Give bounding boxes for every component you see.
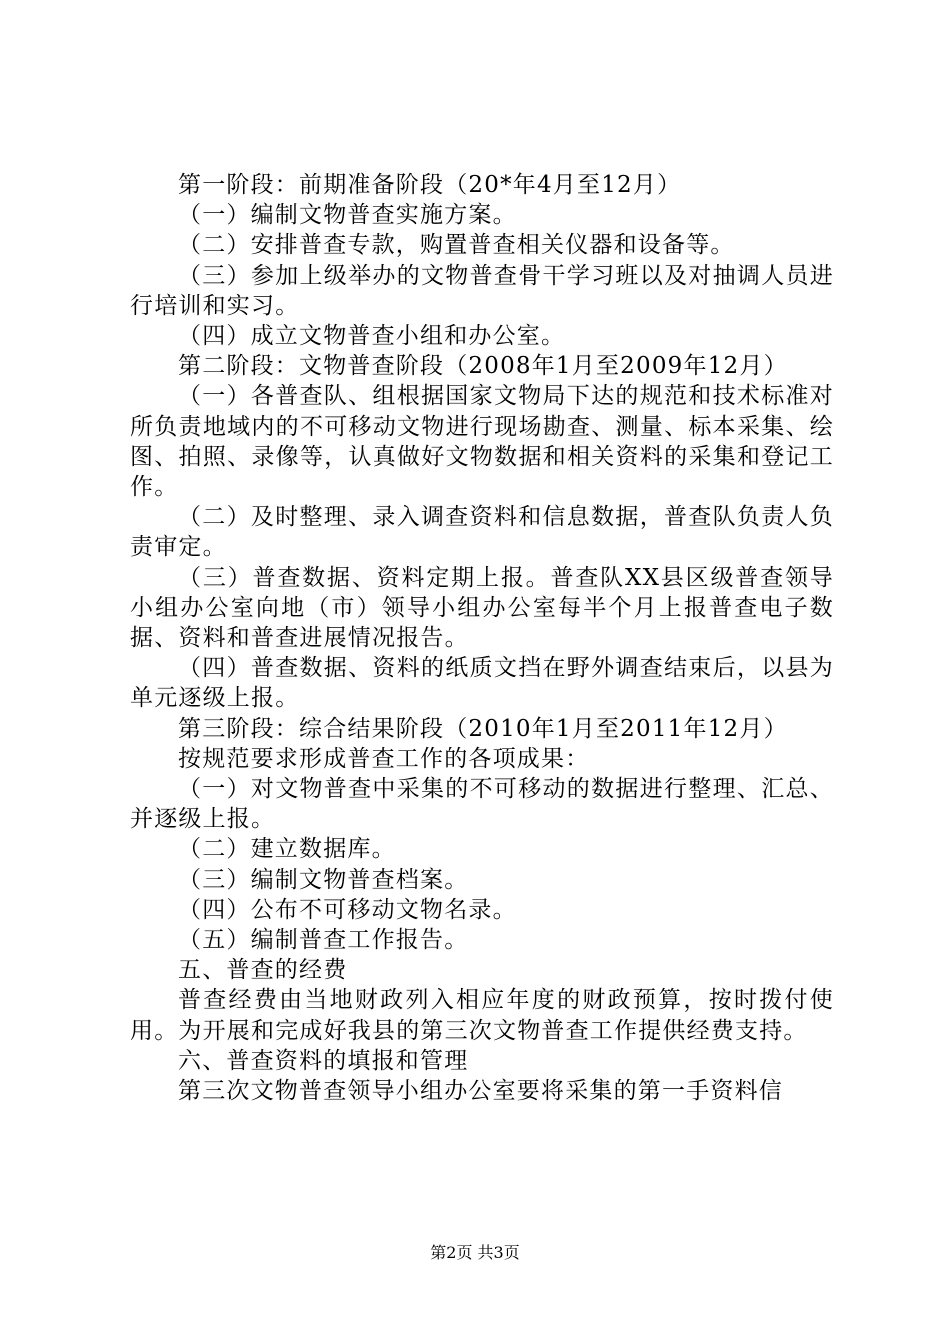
paragraph: （五）编制普查工作报告。 — [178, 927, 469, 954]
paragraph: （一）对文物普查中采集的不可移动的数据进行整理、汇总、并逐级上报。 — [130, 776, 834, 833]
paragraph: （三）普查数据、资料定期上报。普查队XX县区级普查领导小组办公室向地（市）领导小组办公室每半个月上报普查电子数据、资料和普查进展情况报告。 — [130, 564, 834, 652]
paragraph: （二）及时整理、录入调查资料和信息数据，普查队负责人负责审定。 — [130, 504, 834, 561]
paragraph: （四）成立文物普查小组和办公室。 — [178, 323, 566, 350]
paragraph: （二）安排普查专款，购置普查相关仪器和设备等。 — [178, 232, 735, 259]
paragraph: 按规范要求形成普查工作的各项成果： — [178, 745, 590, 772]
paragraph: （四）普查数据、资料的纸质文挡在野外调查结束后，以县为单元逐级上报。 — [130, 655, 834, 712]
paragraph: （三）编制文物普查档案。 — [178, 866, 469, 893]
paragraph: （一）各普查队、组根据国家文物局下达的规范和技术标准对所负责地域内的不可移动文物进行现场勘查、测量、标本采集、绘图、拍照、录像等，认真做好文物数据和相关资料的采集和登记工作。 — [130, 383, 834, 501]
paragraph: （二）建立数据库。 — [178, 836, 396, 863]
stage-two-heading: 第二阶段：文物普查阶段（2008年1月至2009年12月） — [178, 353, 788, 380]
section-heading-materials: 六、普查资料的填报和管理 — [178, 1047, 469, 1074]
stage-three-heading: 第三阶段：综合结果阶段（2010年1月至2011年12月） — [178, 715, 788, 742]
paragraph: 普查经费由当地财政列入相应年度的财政预算，按时拨付使用。为开展和完成好我县的第三次文物普查工作提供经费支持。 — [130, 987, 834, 1044]
document-body — [130, 170, 834, 1106]
section-heading-funding: 五、普查的经费 — [178, 957, 348, 984]
paragraph: （三）参加上级举办的文物普查骨干学习班以及对抽调人员进行培训和实习。 — [130, 262, 834, 319]
paragraph: 第三次文物普查领导小组办公室要将采集的第一手资料信 — [178, 1078, 783, 1105]
page-number-footer: 第2页 共3页 — [430, 1243, 520, 1262]
paragraph: （四）公布不可移动文物名录。 — [178, 896, 517, 923]
stage-one-heading: 第一阶段：前期准备阶段（20*年4月至12月） — [178, 172, 682, 198]
paragraph: （一）编制文物普查实施方案。 — [178, 202, 517, 229]
